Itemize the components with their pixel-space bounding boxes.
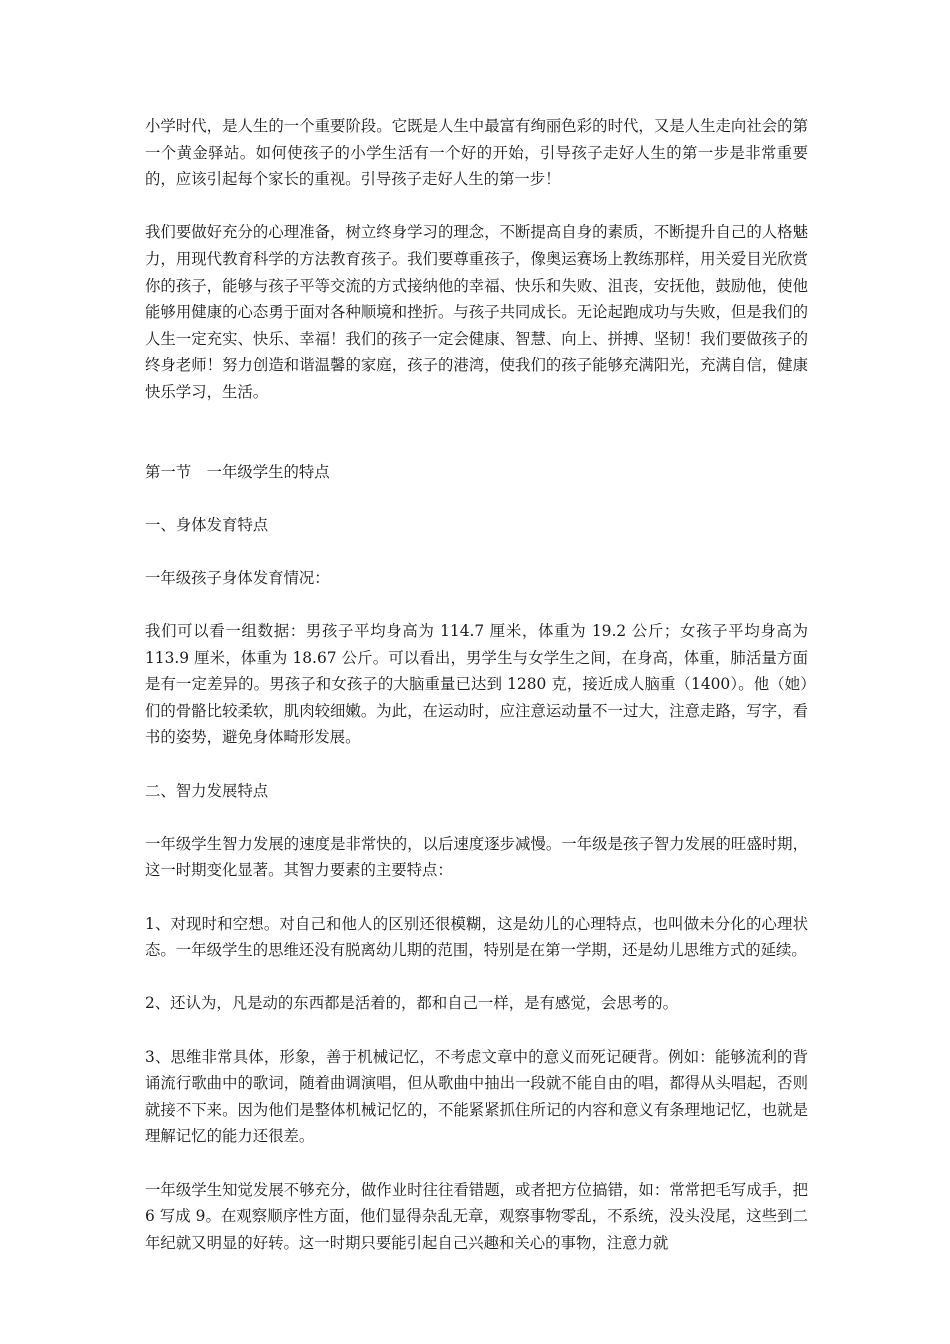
point-2-paragraph: 2、还认为，凡是动的东西都是活着的，都和自己一样，是有感觉，会思考的。	[145, 994, 679, 1013]
spacer	[145, 751, 808, 778]
spacer	[145, 964, 808, 991]
point-1-paragraph: 1、对现时和空想。对自己和他人的区别还很模糊，这是幼儿的心理特点，也叫做未分化的心理状态。一年级学生的思维还没有脱离幼儿期的范围，特别是在第一学期，还是幼儿思维方式的延续。	[145, 914, 808, 960]
spacer	[145, 804, 808, 831]
spacer	[145, 485, 808, 512]
document-page	[145, 113, 808, 1256]
physical-subheading: 一年级孩子身体发育情况：	[145, 568, 330, 587]
spacer	[145, 884, 808, 911]
spacer	[145, 193, 808, 220]
spacer	[145, 592, 808, 619]
physical-paragraph: 我们可以看一组数据：男孩子平均身高为 114.7 厘米，体重为 19.2 公斤；女孩子平均身高为 113.9 厘米，体重为 18.67 公斤。可以看出，男学生与女学生之间，在身高，体重，肺活量方面是有一定差异的。男孩子和女孩子的大脑重量已达到 1280 克，接近成人脑重（1400）。他（她）们的骨骼比较柔软，肌肉较细嫩。为此，在运动时，应注意运动量不一过大，注意走路，写字，看书的姿势，避免身体畸形发展。	[145, 622, 808, 747]
spacer	[145, 538, 808, 565]
intellect-intro-paragraph: 一年级学生智力发展的速度是非常快的，以后速度逐步减慢。一年级是孩子智力发展的旺盛时期，这一时期变化显著。其智力要素的主要特点：	[145, 834, 808, 880]
section-title: 第一节 一年级学生的特点	[145, 462, 330, 481]
intro-paragraph-2: 我们要做好充分的心理准备，树立终身学习的理念，不断提高自身的素质，不断提升自己的人格魅力，用现代教育科学的方法教育孩子。我们要尊重孩子，像奥运赛场上教练那样，用关爱目光欣赏你的孩子，能够与孩子平等交流的方式接纳他的幸福、快乐和失败、沮丧，安抚他，鼓励他，使他能够用健康的心态勇于面对各种顺境和挫折。与孩子共同成长。无论起跑成功与失败，但是我们的人生一定充实、快乐、幸福！我们的孩子一定会健康、智慧、向上、拼搏、坚韧！我们要做孩子的终身老师！努力创造和谐温馨的家庭，孩子的港湾，使我们的孩子能够充满阳光，充满自信，健康快乐学习，生活。	[145, 223, 808, 401]
physical-heading: 一、身体发育特点	[145, 515, 269, 534]
closing-paragraph: 一年级学生知觉发展不够充分，做作业时往往看错题，或者把方位搞错，如：常常把毛写成手，把 6 写成 9。在观察顺序性方面，他们显得杂乱无章，观察事物零乱，不系统，没头没尾，这些到二年纪就又明显的好转。这一时期只要能引起自己兴趣和关心的事物，注意力就	[145, 1180, 808, 1252]
spacer	[145, 1017, 808, 1044]
intellect-heading: 二、智力发展特点	[145, 781, 269, 800]
spacer	[145, 1150, 808, 1177]
spacer	[145, 406, 808, 459]
point-3-paragraph: 3、思维非常具体，形象，善于机械记忆，不考虑文章中的意义而死记硬背。例如：能够流利的背诵流行歌曲中的歌词，随着曲调演唱，但从歌曲中抽出一段就不能自由的唱，都得从头唱起，否则就接不下来。因为他们是整体机械记忆的，不能紧紧抓住所记的内容和意义有条理地记忆，也就是理解记忆的能力还很差。	[145, 1047, 808, 1146]
intro-paragraph-1: 小学时代，是人生的一个重要阶段。它既是人生中最富有绚丽色彩的时代，又是人生走向社会的第一个黄金驿站。如何使孩子的小学生活有一个好的开始，引导孩子走好人生的第一步是非常重要的，应该引起每个家长的重视。引导孩子走好人生的第一步！	[145, 117, 808, 189]
